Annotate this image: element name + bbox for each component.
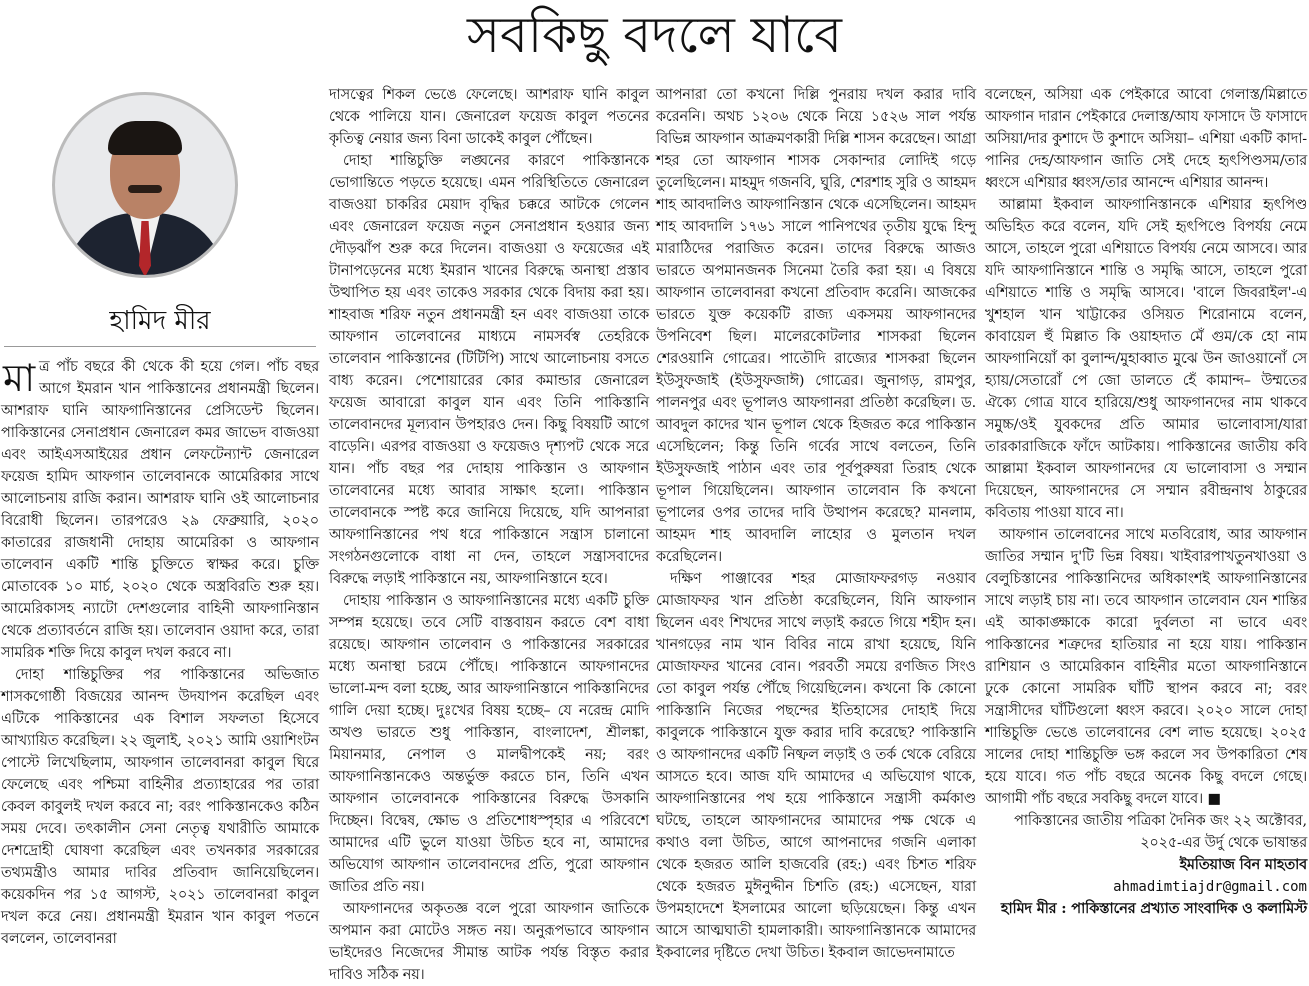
author-name: হামিদ মীর (109, 306, 211, 336)
byline-divider (4, 346, 316, 347)
translation-source: পাকিস্তানের জাতীয় পত্রিকা দৈনিক জং ২২ অক্টোবর, ২০২৫-এর উর্দু থেকে ভাষান্তর (1014, 813, 1307, 851)
paragraph: আপনারা তো কখনো দিল্লি পুনরায় দখল করার দাবি করেননি। অথচ ১২০৬ থেকে নিয়ে ১৫২৬ সাল পর্যন্ত বিভিন্ন আফগান আক্রমণকারী দিল্লি শাসন করেছেন। আগ্রা শহর তো আফগান শাসক সেকান্দার লোদিই গড়ে তুলেছিলেন। মাহমুদ গজনবি, ঘুরি, শেরশাহ সুরি ও আহমদ শাহ আবদালিও আফগানিস্তান থেকে এসেছিলেন। আহমদ শাহ আবদালি ১৭৬১ সালে পানিপথের তৃতীয় যুদ্ধে হিন্দু মারাঠিদের পরাজিত করেন। তাদের বিরুদ্ধে আজও ভারতে অপমানজনক সিনেমা তৈরি করা হয়। এ বিষয়ে আফগান তালেবানরা কখনো প্রতিবাদ করেনি। আজকের ভারতে যুক্ত কয়েকটি রাজ্য একসময় আফগানদের উপনিবেশ ছিল। মালেরকোটলার শাসকরা ছিলেন শেরওয়ানি গোত্রের। পাতৌদি রাজ্যের শাসকরা ছিলেন ইউসুফজাই (ইউসুফজাঈ) গোত্রের। জুনাগড়, রামপুর, পালনপুর এবং ভূপালও আফগানরা প্রতিষ্ঠা করেছিল। ড. আবদুল কাদের খান ভূপাল থেকে হিজরত করে পাকিস্তান এসেছিলেন; কিন্তু তিনি গর্বের সাথে বলতেন, তিনি ইউসুফজাই পাঠান এবং তার পূর্বপুরুষরা তিরাহ থেকে ভূপাল গিয়েছিলেন। আফগান তালেবান কি কখনো ভূপালের ওপর তাদের দাবি উত্থাপন করেছে? মানলাম, আহমদ শাহ আবদালি লাহোর ও মুলতান দখল করেছিলেন। (656, 87, 976, 565)
article-column-1 (1, 356, 319, 950)
paragraph-text: ত্র পাঁচ বছরে কী থেকে কী হয়ে গেল। পাঁচ বছর আগে ইমরান খান পাকিস্তানের প্রধানমন্ত্রী ছিলেন। আশরাফ ঘানি আফগানিস্তানের প্রেসিডেন্ট ছিলেন। পাকিস্তানের সেনাপ্রধান জেনারেল কমর জাভেদ বাজওয়া এবং আইএসআইয়ের প্রধান লেফটেন্যান্ট জেনারেল ফয়েজ হামিদ আফগান তালেবানকে আমেরিকার সাথে আলোচনায় রাজি করান। আশরাফ ঘানি ওই আলোচনার বিরোধী ছিলেন। তারপরেও ২৯ ফেব্রুয়ারি, ২০২০ কাতারের রাজধানী দোহায় আমেরিকা ও আফগান তালেবান একটি শান্তি চুক্তিতে স্বাক্ষর করে। চুক্তি মোতাবেক ১০ মার্চ, ২০২০ থেকে অস্ত্রবিরতি শুরু হয়। আমেরিকাসহ ন্যাটো দেশগুলোর বাহিনী আফগানিস্তান থেকে প্রত্যাবর্তনে রাজি হয়। তালেবান ওয়াদা করে, তারা সামরিক শক্তি দিয়ে কাবুল দখল করবে না। (1, 359, 319, 661)
paragraph: আফগান তালেবানের সাথে মতবিরোধ, আর আফগান জাতির সম্মান দু'টি ভিন্ন বিষয়। খাইবারপাখতুনখাওয়া ও বেলুচিস্তানের পাকিস্তানিদের অধিকাংশই আফগানিস্তানের সাথে লড়াই চায় না। তবে আফগান তালেবান যেন শান্তির এই আকাঙ্ক্ষাকে কারো দুর্বলতা না ভাবে এবং পাকিস্তানের শত্রুদের হাতিয়ার না হয়ে যায়। পাকিস্তান রাশিয়ান ও আমেরিকান বাহিনীর মতো আফগানিস্তানে ঢুকে কোনো সামরিক ঘাঁটি স্থাপন করবে না; বরং সন্ত্রাসীদের ঘাঁটিগুলো ধ্বংস করবে। ২০২০ সালে দোহা শান্তিচুক্তি ভেঙে তালেবানের বেশ লাভ হয়েছে। ২০২৫ সালের দোহা শান্তিচুক্তি ভঙ্গ করলে সব উপকারিতা শেষ হয়ে যাবে। গত পাঁচ বছরে অনেক কিছু বদলে গেছে। আগামী পাঁচ বছরে সবকিছু বদলে যাবে। ■ (985, 527, 1307, 807)
paragraph: দক্ষিণ পাঞ্জাবের শহর মোজাফফরগড় নওয়াব মোজাফফর খান প্রতিষ্ঠা করেছিলেন, যিনি আফগান ছিলেন এবং শিখদের সাথে লড়াই করতে গিয়ে শহীদ হন। খানগড়ের নাম খান বিবির নামে রাখা হয়েছে, যিনি মোজাফফর খানের বোন। পরবর্তী সময়ে রণজিত সিংও তো কাবুল পর্যন্ত পৌঁছে গিয়েছিলেন। কখনো কি কোনো পাকিস্তানি নিজের পছন্দের ইতিহাসের দোহাই দিয়ে কাবুলকে পাকিস্তানে যুক্ত করার দাবি করেছে? পাকিস্তানি ও আফগানদের একটি নিষ্ফল লড়াই ও তর্ক থেকে বেরিয়ে আসতে হবে। আজ যদি আমাদের এ অভিযোগ থাকে, আফগানিস্তানের পথ হয়ে পাকিস্তানে সন্ত্রাসী কর্মকাণ্ড ঘটছে, তাহলে আফগানদের আমাদের পক্ষ থেকে এ কথাও বলা উচিত, আগে আপনাদের গজনি এলাকা থেকে হজরত আলি হাজবেরি (রহ:) এবং চিশত শরিফ থেকে হজরত মুঈনুদ্দীন চিশতি (রহ:) এসেছেন, যারা উপমহাদেশে ইসলামের আলো ছড়িয়েছেন। কিন্তু এখন আসে আত্মঘাতী হামলাকারী। আফগানিস্তানকে আমাদের ইকবালের দৃষ্টিতে দেখা উচিত। ইকবাল জাভেদনামাতে (656, 571, 976, 961)
author-photo-moustache (128, 185, 162, 193)
paragraph: দোহা শান্তিচুক্তির পর পাকিস্তানের অভিজাত শাসকগোষ্ঠী বিজয়ের আনন্দ উদযাপন করেছিল এবং এটিকে পাকিস্তানের এক বিশাল সফলতা হিসেবে আখ্যায়িত করেছিল। ২২ জুলাই, ২০২১ আমি ওয়াশিংটন পোস্টে লিখেছিলাম, আফগান তালেবানরা কাবুল ঘিরে ফেলেছে এবং পশ্চিমা বাহিনীর প্রত্যাহারের পর তারা কেবল কাবুলই দখল করবে না; বরং পাকিস্তানকেও কঠিন সময় দেবে। তৎকালীন সেনা নেতৃত্ব যথারীতি আমাকে দেশদ্রোহী ঘোষণা করেছিল এবং তখনকার সরকারের তথ্যমন্ত্রীও আমার দাবির প্রতিবাদ জানিয়েছিলেন। কয়েকদিন পর ১৫ আগস্ট, ২০২১ তালেবানরা কাবুল দখল করে নেয়। প্রধানমন্ত্রী ইমরান খান কাবুল পতনে বললেন, তালেবানরা (1, 667, 319, 947)
paragraph: আফগানদের অকৃতজ্ঞ বলে পুরো আফগান জাতিকে অপমান করা মোটেও সঙ্গত নয়। অনুরূপভাবে আফগান ভাইদেরও নিজেদের সীমান্ত আটক পর্যন্ত বিস্তৃত করার দাবিও সঠিক নয়। (329, 901, 649, 983)
article-column-3 (656, 84, 976, 964)
article-column-2 (329, 84, 649, 986)
paragraph: আল্লামা ইকবাল আফগানিস্তানকে এশিয়ার হৃৎপিণ্ড অভিহিত করে বলেন, যদি সেই হৃৎপিণ্ডে বিপর্যয় নেমে আসে, তাহলে পুরো এশিয়াতে বিপর্যয় নেমে আসবে। আর যদি আফগানিস্তানে শান্তি ও সমৃদ্ধি আসে, তাহলে পুরো এশিয়াতে শান্তি ও সমৃদ্ধি আসবে। 'বালে জিবরাইল'-এ খুশহাল খান খাট্টাকের ওসিয়ত শিরোনামে বলেন, কাবায়েল হুঁ মিল্লাত কি ওয়াহদাত মেঁ গুম/কে হো নাম আফগানিয়োঁ কা বুলান্দ/মুহাব্বাত মুঝে উন জাওয়ানোঁ সে হ্যায়/সেতারোঁ পে জো ডালতে হেঁ কামান্দ– উম্মতের ঐক্যে গোত্র যাবে হারিয়ে/শুধু আফগানদের নাম থাকবে সমুচ্চ/ওই যুবকদের প্রতি আমার ভালোবাসা/যারা তারকারাজিকে ফাঁদে আটকায়। পাকিস্তানের জাতীয় কবি আল্লামা ইকবাল আফগানদের যে ভালোবাসা ও সম্মান দিয়েছেন, আফগানদের সে সম্মান রবীন্দ্রনাথ ঠাকুরের কবিতায় পাওয়া যাবে না। (985, 197, 1307, 521)
article-column-4 (985, 84, 1307, 920)
translator-name: ইমতিয়াজ বিন মাহতাব (1179, 856, 1307, 873)
paragraph: দোহায় পাকিস্তান ও আফগানিস্তানের মধ্যে একটি চুক্তি সম্পন্ন হয়েছে। তবে সেটি বাস্তবায়ন করতে বেশ বাধা রয়েছে। আফগান তালেবান ও পাকিস্তানের সরকারের মধ্যে অনাস্থা চরমে পৌঁছে। পাকিস্তানে আফগানদের ভালো-মন্দ বলা হচ্ছে, আর আফগানিস্তানে পাকিস্তানিদের গালি দেয়া হচ্ছে। দুঃখের বিষয় হচ্ছে– যে নরেন্দ্র মোদি অখণ্ড ভারতে শুধু পাকিস্তান, বাংলাদেশ, শ্রীলঙ্কা, মিয়ানমার, নেপাল ও মালদ্বীপকেই নয়; বরং আফগানিস্তানকেও অন্তর্ভুক্ত করতে চান, তিনি এখন আফগান তালেবানকে পাকিস্তানের বিরুদ্ধে উসকানি দিচ্ছেন। বিদ্বেষ, ক্ষোভ ও প্রতিশোধস্পৃহার এ পরিবেশে আমাদের এটি ভুলে যাওয়া উচিত হবে না, আমাদের অভিযোগ আফগান তালেবানদের প্রতি, পুরো আফগান জাতির প্রতি নয়। (329, 593, 649, 895)
drop-cap: মা (3, 356, 35, 400)
paragraph: বলেছেন, অসিয়া এক পেইকারে আবো গেলাস্ত/মিল্লাতে আফগান দারান পেইকারে দেলাস্ত/আয ফাসাদে উ ফাসাদে অসিয়া/দার কুশাদে উ কুশাদে অসিয়া– এশিয়া একটি কাদা-পানির দেহ/আফগান জাতি সেই দেহে হৃৎপিণ্ডসম/তার ধ্বংসে এশিয়ার ধ্বংস/তার আনন্দে এশিয়ার আনন্দ। (985, 87, 1307, 191)
paragraph (1, 356, 319, 664)
author-photo-hair (108, 121, 182, 155)
headline: সবকিছু বদলে যাবে (467, 6, 842, 64)
author-bio: হামিদ মীর : পাকিস্তানের প্রখ্যাত সাংবাদিক ও কলামিস্ট (1000, 900, 1307, 917)
paragraph: দোহা শান্তিচুক্তি লঙ্ঘনের কারণে পাকিস্তানকে ভোগান্তিতে পড়তে হয়েছে। এমন পরিস্থিতিতে জেনারেল বাজওয়া চাকরির মেয়াদ বৃদ্ধির চক্করে আটকে গেলেন এবং জেনারেল ফয়েজ নতুন সেনাপ্রধান হওয়ার জন্য দৌড়ঝাঁপ শুরু করে দিলেন। বাজওয়া ও ফয়েজের এই টানাপড়েনের মধ্যে ইমরান খানের বিরুদ্ধে অনাস্থা প্রস্তাব উত্থাপিত হয় এবং তাকেও সরকার থেকে বিদায় করা হয়। শাহবাজ শরিফ নতুন প্রধানমন্ত্রী হন এবং বাজওয়া তাকে আফগান তালেবানের মাধ্যমে নামসর্বস্ব তেহরিকে তালেবান পাকিস্তানের (টিটিপি) সাথে আলোচনায় বসতে বাধ্য করেন। পেশোয়ারের কোর কমান্ডার জেনারেল ফয়েজ আবারো কাবুল যান এবং তিনি পাকিস্তানি তালেবানদের মূল্যবান উপহারও দেন। কিছু বিষয়টি আগে বাড়েনি। এরপর বাজওয়া ও ফয়েজও দৃশ্যপট থেকে সরে যান। পাঁচ বছর পর দোহায় পাকিস্তান ও আফগান তালেবানের মধ্যে আবার সাক্ষাৎ হলো। পাকিস্তান তালেবানকে স্পষ্ট করে জানিয়ে দিয়েছে, যদি আপনারা আফগানিস্তানের পথ ধরে পাকিস্তানে সন্ত্রাস চালানো সংগঠনগুলোকে বাধা না দেন, তাহলে সন্ত্রাসবাদের বিরুদ্ধে লড়াই পাকিস্তানে নয়, আফগানিস্তানে হবে। (329, 153, 649, 587)
author-photo (52, 92, 238, 278)
translator-email: ahmadimtiajdr@gmail.com (1113, 879, 1307, 895)
paragraph: দাসত্বের শিকল ভেঙে ফেলেছে। আশরাফ ঘানি কাবুল থেকে পালিয়ে যান। জেনারেল ফয়েজ কাবুল পতনের কৃতিত্ব নেয়ার জন্য বিনা ডাকেই কাবুল পৌঁছেন। (329, 87, 649, 147)
